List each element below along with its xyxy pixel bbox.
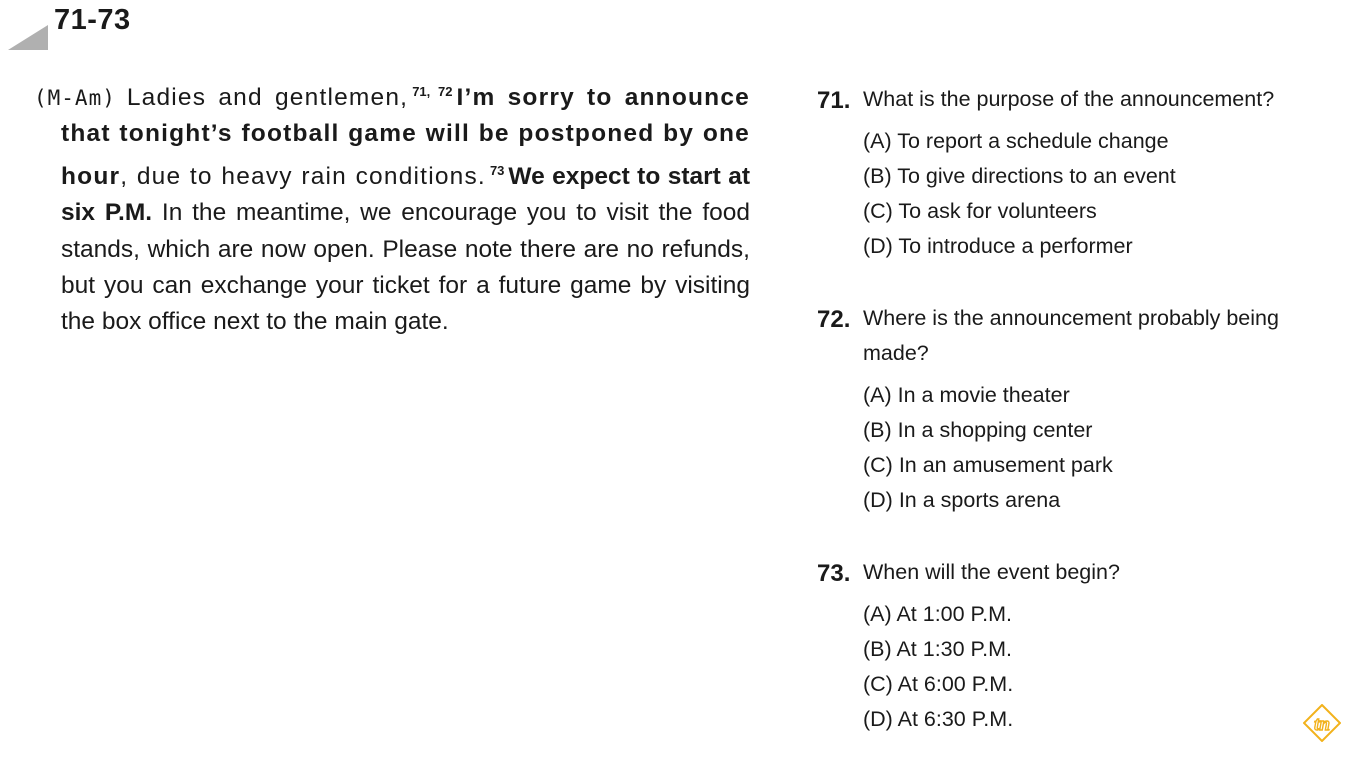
answer-options [817,597,1337,737]
answer-option-c[interactable]: (C) At 6:00 P.M. [863,672,1014,696]
key-sentence: We expect to start at six P.M. [61,162,750,227]
question-prompt [817,82,1337,117]
answer-option-d[interactable]: (D) At 6:30 P.M. [863,707,1014,731]
question-reference: 73 [489,162,505,178]
question-reference: 71, 72 [412,84,453,99]
question-prompt [817,301,1337,371]
brand-logo-icon [1303,704,1341,742]
svg-text:tn: tn [1314,714,1330,735]
answer-options [817,378,1337,518]
answer-option-b[interactable]: (B) In a shopping center [863,418,1093,442]
transcript-paragraph [34,74,750,341]
answer-option-b[interactable]: (B) At 1:30 P.M. [863,637,1012,661]
answer-option-a[interactable]: (A) At 1:00 P.M. [863,602,1012,626]
question-71 [817,82,1337,264]
section-marker-icon [8,25,48,50]
answer-option-a[interactable]: (A) To report a schedule change [863,129,1169,153]
answer-option-c[interactable]: (C) To ask for volunteers [863,199,1097,223]
question-text: When will the event begin? [863,560,1120,584]
transcript-text: Ladies and gentlemen, [126,84,409,111]
speaker-label: (M-Am) [34,86,116,110]
answer-option-a[interactable]: (A) In a movie theater [863,383,1070,407]
key-sentence: I’m sorry to announce that tonight’s football game will be postponed by one hour [61,84,750,190]
transcript-text: , due to heavy rain conditions. [120,162,486,190]
question-range-title: 71-73 [54,4,131,36]
question-text: What is the purpose of the announcement? [863,87,1275,111]
question-73 [817,555,1337,737]
answer-option-d[interactable]: (D) In a sports arena [863,488,1061,512]
transcript-text: In the meantime, we encourage you to visit the food stands, which are now open. Please note there are no refunds, but you can exchange your ticket for a future game by visiting the box office next to the main gate. [61,199,750,336]
answer-option-c[interactable]: (C) In an amusement park [863,453,1113,477]
question-text: Where is the announcement probably being made? [863,306,1279,365]
question-prompt [817,555,1337,590]
answer-options [817,124,1337,264]
question-number: 72. [817,306,851,333]
question-number: 73. [817,560,851,587]
answer-option-d[interactable]: (D) To introduce a performer [863,234,1133,258]
question-72 [817,301,1337,518]
answer-option-b[interactable]: (B) To give directions to an event [863,164,1176,188]
question-number: 71. [817,87,851,114]
